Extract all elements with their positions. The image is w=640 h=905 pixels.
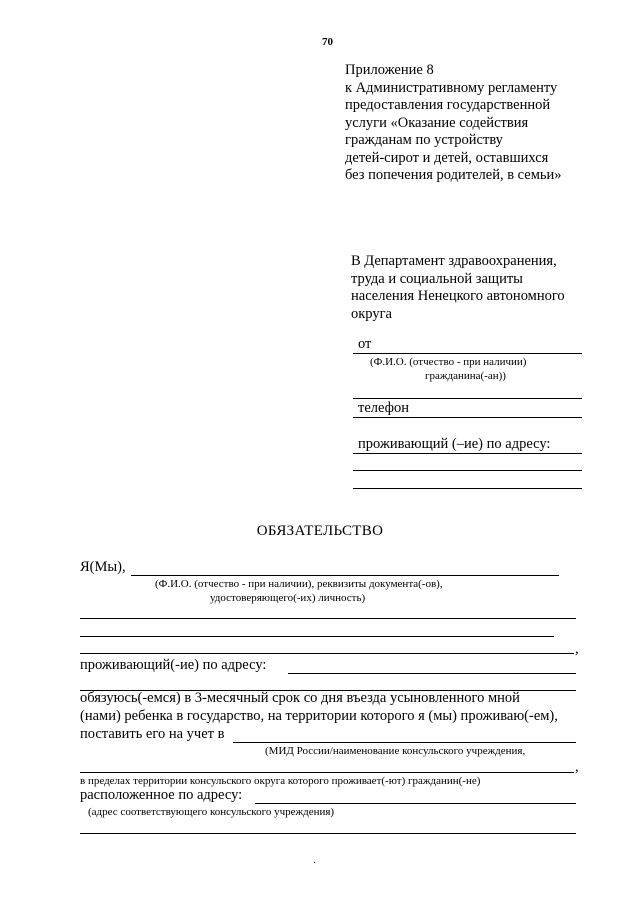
fio-hint: (Ф.И.О. (отчество - при наличии) [370,356,527,368]
obligation-text: (нами) ребенка в государство, на территории которого я (мы) проживаю(-ем), [80,708,558,724]
we-hint: (Ф.И.О. (отчество - при наличии), реквизиты документа(-ов), [155,578,443,590]
page-number: 70 [322,36,333,48]
appendix-line: детей-сирот и детей, оставшихся [345,149,549,166]
addressee-line: труда и социальной защиты [351,270,523,287]
from-fio-field[interactable] [353,353,582,354]
we-fio-field[interactable] [80,653,574,654]
we-fio-field[interactable] [80,618,576,619]
phone-label: телефон [358,400,410,416]
residing-address-field[interactable] [288,673,576,674]
addressee-line: В Департамент здравоохранения, [351,253,557,269]
obligation-text: обязуюсь(-емся) в 3-месячный срок со дня въезда усыновленного мной [80,690,520,706]
addressee-line: населения Ненецкого автономного [351,288,565,304]
appendix-line: услуги «Оказание содействия [345,114,529,131]
phone-field[interactable] [353,417,582,418]
located-label: расположенное по адресу: [80,787,243,803]
addressee-line: округа [351,305,392,322]
address-hint: (адрес соответствующего консульского учреждения) [88,806,335,818]
sender-address-field[interactable] [353,488,582,489]
we-fio-field[interactable] [131,575,559,576]
consulate-line: в пределах территории консульского округа которого проживает(-ют) гражданин(-не) [80,775,481,787]
sender-address-label: проживающий (–ие) по адресу: [358,436,551,452]
comma: , [575,641,579,657]
appendix-line: без попечения родителей, в семьи» [345,167,562,183]
appendix-line: предоставления государственной [345,97,551,113]
sender-address-field[interactable] [353,453,582,454]
consulate-address-field[interactable] [255,803,576,804]
appendix-line: гражданам по устройству [345,132,503,148]
we-fio-field[interactable] [80,636,554,637]
addressee-block [351,253,565,323]
from-label: от [358,336,372,352]
footer-mark: · [313,858,317,869]
consulate-hint: (МИД России/наименование консульского учреждения, [265,745,526,757]
we-label: Я(Мы), [80,559,126,575]
consulate-field[interactable] [233,742,576,743]
comma: , [575,759,579,775]
separator-line [353,398,582,399]
obligation-text: поставить его на учет в [80,726,225,742]
appendix-header [345,62,562,185]
document-title: ОБЯЗАТЕЛЬСТВО [256,523,384,539]
we-hint: удостоверяющего(-их) личность) [210,592,366,604]
appendix-line: Приложение 8 [345,62,434,78]
fio-hint: гражданина(-ан)) [425,370,506,382]
consulate-address-field[interactable] [80,833,576,834]
appendix-line: к Административному регламенту [345,79,558,96]
sender-address-field[interactable] [353,470,582,471]
residing-label: проживающий(-ие) по адресу: [80,657,267,673]
consulate-field[interactable] [80,772,574,773]
